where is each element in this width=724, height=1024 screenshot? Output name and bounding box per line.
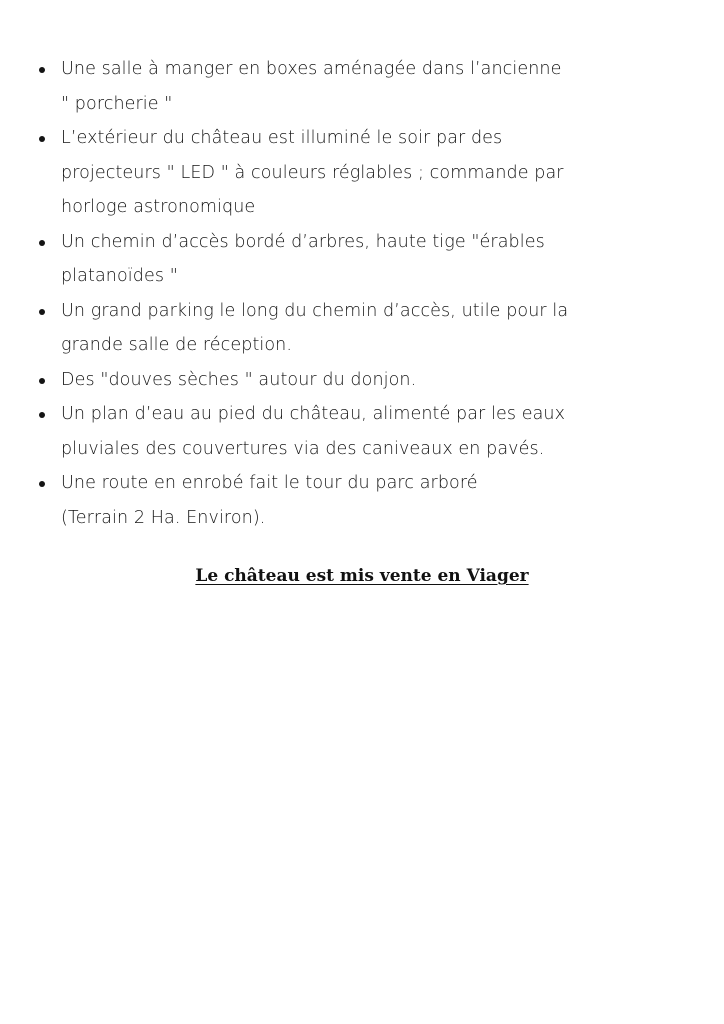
list-item — [34, 363, 674, 398]
list-item — [34, 397, 674, 466]
list-item-line: pluviales des couvertures via des caniveaux en pavés. — [61, 438, 545, 459]
list-item-line: Un plan d’eau au pied du château, alimenté par les eaux — [61, 404, 566, 424]
feature-list — [34, 52, 674, 535]
list-item-line: Une route en enrobé fait le tour du parc arboré — [61, 473, 478, 493]
list-item-line: Un chemin d’accès bordé d’arbres, haute tige "érables — [61, 231, 545, 252]
list-item — [34, 52, 674, 121]
list-item-line: Un grand parking le long du chemin d’accès, utile pour la — [61, 300, 569, 321]
bullet-icon — [39, 240, 45, 246]
bullet-icon — [39, 309, 45, 315]
bullet-icon — [39, 136, 45, 142]
list-item-line: Des "douves sèches " autour du donjon. — [61, 369, 417, 390]
bullet-icon — [39, 412, 45, 418]
list-item-line: " porcherie " — [61, 93, 173, 114]
bullet-icon — [39, 378, 45, 384]
bullet-icon — [39, 481, 45, 487]
list-item-line: L’extérieur du château est illuminé le soir par des — [61, 128, 503, 148]
list-item-line: grande salle de réception. — [61, 335, 293, 355]
list-item-line: platanoïdes " — [61, 266, 178, 286]
list-item — [34, 225, 674, 294]
list-item — [34, 466, 674, 535]
list-item-line: Une salle à manger en boxes aménagée dans l’ancienne — [61, 59, 562, 79]
bullet-icon — [39, 67, 45, 73]
list-item-line: projecteurs " LED " à couleurs réglables ; commande par — [61, 162, 564, 183]
list-item — [34, 121, 674, 225]
list-item-line: horloge astronomique — [61, 197, 256, 217]
list-item — [34, 294, 674, 363]
list-item-line: (Terrain 2 Ha. Environ). — [61, 507, 266, 528]
sale-heading: Le château est mis vente en Viager — [195, 566, 529, 586]
